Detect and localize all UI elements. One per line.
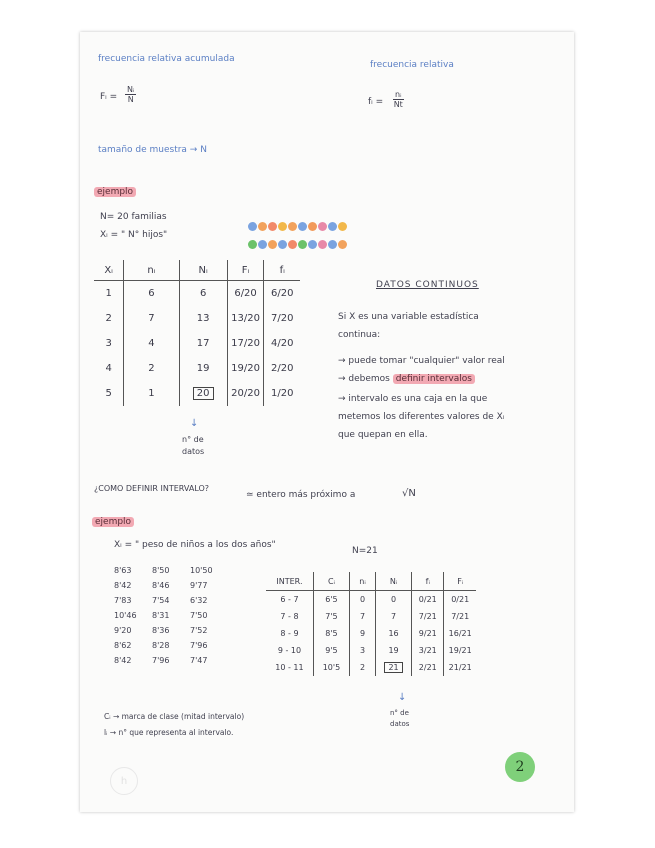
datos-continuos-title: DATOS CONTINUOS: [376, 280, 479, 290]
cell-ni: 3: [349, 642, 375, 659]
continuos-line-6: metemos los diferentes valores de Xᵢ: [338, 412, 505, 422]
cell-Ni: 17: [179, 331, 227, 356]
continuos-line-1: Si X es una variable estadística: [338, 312, 479, 322]
raw-value: 7'47: [190, 656, 208, 665]
cell-Fi: 19/20: [227, 356, 264, 381]
cell-inter: 7 - 8: [266, 608, 313, 625]
raw-value: 8'28: [152, 641, 170, 650]
ejemplo-1-title: ejemplo: [94, 187, 136, 197]
raw-value: 8'42: [114, 581, 132, 590]
ejemplo-1-n: N= 20 familias: [100, 212, 167, 222]
cell-Fi: 0/21: [451, 595, 470, 604]
definir-intervalo-question: ¿COMO DEFINIR INTERVALO?: [94, 484, 210, 493]
colored-dot: [258, 222, 267, 231]
colored-dot: [318, 222, 327, 231]
raw-value: 8'50: [152, 566, 170, 575]
raw-value: 7'50: [190, 611, 208, 620]
cell-fi: 7/20: [270, 313, 294, 324]
colored-dot: [258, 240, 267, 249]
raw-value: 9'20: [114, 626, 132, 635]
colored-dot: [288, 222, 297, 231]
cell-Fi: 17/20: [227, 331, 264, 356]
arrow-down-icon: ↓: [190, 418, 199, 429]
table-row: [266, 642, 476, 659]
raw-value: 8'62: [114, 641, 132, 650]
sqrt-n: √N: [402, 488, 416, 499]
colored-dot: [278, 222, 287, 231]
cell-fi: 2/21: [412, 659, 444, 676]
footnote-ci: Cᵢ → marca de clase (mitad intervalo): [104, 712, 245, 721]
col-header-Ni: Nᵢ: [376, 572, 412, 591]
formula-fi-lhs: fᵢ =: [368, 97, 384, 107]
formula-Fi-denominator: N: [127, 95, 134, 104]
col-header-ci: Cᵢ: [313, 572, 349, 591]
heading-frecuencia-relativa: frecuencia relativa: [370, 60, 454, 70]
page-number-badge: 2: [505, 752, 535, 782]
colored-dot: [298, 222, 307, 231]
table-row: [266, 659, 476, 676]
col-header-fi: fᵢ: [264, 260, 300, 281]
table-row: [94, 306, 300, 331]
cell-fi: 1/20: [270, 388, 294, 399]
colored-dot: [308, 222, 317, 231]
ejemplo-2-title: ejemplo: [92, 517, 134, 527]
formula-fi-fraction: [393, 90, 404, 109]
colored-dot: [288, 240, 297, 249]
cell-ni: 7: [124, 306, 179, 331]
cell-ci: 10'5: [313, 659, 349, 676]
col-header-Fi: Fᵢ: [227, 260, 264, 281]
cell-inter: 10 - 11: [266, 659, 313, 676]
continuos-line-4-text: → debemos: [338, 374, 390, 384]
ejemplo-1-xi: Xᵢ = " N° hijos": [100, 230, 168, 240]
cell-fi: 3/21: [412, 642, 444, 659]
colored-dot: [298, 240, 307, 249]
continuos-line-3: → puede tomar "cualquier" valor real: [338, 356, 505, 366]
cell-ni: 1: [124, 381, 179, 406]
heading-frecuencia-relativa-acumulada: frecuencia relativa acumulada: [98, 54, 235, 64]
table-row: [266, 608, 476, 625]
continuos-line-4: [338, 374, 475, 384]
ejemplo-2-n: N=21: [352, 546, 378, 556]
cell-ni: 0: [349, 591, 375, 609]
raw-value: 7'96: [152, 656, 170, 665]
cell-Ni-boxed: [376, 659, 412, 676]
total-note: n° de datos: [390, 709, 410, 728]
colored-dot: [328, 222, 337, 231]
cell-Ni: 0: [376, 591, 412, 609]
notebook-page: [80, 32, 574, 812]
cell-fi: 4/20: [270, 338, 294, 349]
cell-Ni: 19: [376, 642, 412, 659]
formula-Fi-numerator: Nᵢ: [127, 85, 135, 94]
faded-page-mark-icon: h: [110, 767, 138, 795]
raw-value: 8'36: [152, 626, 170, 635]
frequency-table-discrete: [94, 260, 300, 406]
col-header-xi: Xᵢ: [94, 260, 124, 281]
cell-Fi: 20/20: [227, 381, 264, 406]
table-row: [266, 625, 476, 642]
table-row: [94, 356, 300, 381]
continuos-line-7: que quepan en ella.: [338, 430, 428, 440]
cell-ci: 9'5: [313, 642, 349, 659]
raw-value: 8'31: [152, 611, 170, 620]
arrow-down-icon: ↓: [398, 692, 407, 703]
raw-value: 8'46: [152, 581, 170, 590]
cell-ni: 2: [349, 659, 375, 676]
col-header-ni: nᵢ: [349, 572, 375, 591]
colored-dot: [328, 240, 337, 249]
raw-value: 7'54: [152, 596, 170, 605]
col-header-inter: INTER.: [266, 572, 313, 591]
footnote-li: lᵢ → n° que representa al intervalo.: [104, 728, 234, 737]
colored-dot: [308, 240, 317, 249]
table-row: [94, 331, 300, 356]
cell-inter: 8 - 9: [266, 625, 313, 642]
raw-value: 7'96: [190, 641, 208, 650]
colored-dot: [278, 240, 287, 249]
colored-dot: [338, 222, 347, 231]
colored-dots-row-2: [248, 240, 347, 249]
raw-value: 10'46: [114, 611, 137, 620]
colored-dots-row-1: [248, 222, 347, 231]
colored-dot: [268, 222, 277, 231]
cell-Fi: 13/20: [227, 306, 264, 331]
col-header-Fi: Fᵢ: [444, 572, 476, 591]
cell-Fi: 6/20: [227, 281, 264, 307]
cell-Fi: 7/21: [451, 612, 470, 621]
cell-ni: 9: [349, 625, 375, 642]
colored-dot: [338, 240, 347, 249]
cell-fi: 6/20: [270, 288, 294, 299]
colored-dot: [248, 240, 257, 249]
col-header-Ni: Nᵢ: [179, 260, 227, 281]
cell-ni: 6: [124, 281, 179, 307]
cell-ni: 7: [349, 608, 375, 625]
table-row: [94, 281, 300, 307]
cell-xi: 5: [94, 381, 124, 406]
raw-value: 9'77: [190, 581, 208, 590]
cell-inter: 9 - 10: [266, 642, 313, 659]
cell-xi: 1: [94, 281, 124, 307]
raw-value: 8'63: [114, 566, 132, 575]
total-note: n° de datos: [182, 435, 205, 456]
frequency-table-intervals: [266, 572, 476, 676]
cell-Ni: 13: [179, 306, 227, 331]
cell-fi: 0/21: [412, 591, 444, 609]
col-header-fi: fᵢ: [412, 572, 444, 591]
table-row: [94, 381, 300, 406]
total-boxed: 21: [384, 662, 402, 673]
formula-Fi-lhs: Fᵢ =: [100, 92, 118, 102]
formula-fi-numerator: nᵢ: [395, 90, 402, 99]
cell-xi: 2: [94, 306, 124, 331]
cell-ni: 4: [124, 331, 179, 356]
cell-fi: 9/21: [412, 625, 444, 642]
cell-Fi: 21/21: [448, 663, 472, 672]
colored-dot: [318, 240, 327, 249]
cell-fi: 7/21: [412, 608, 444, 625]
cell-Ni: 7: [376, 608, 412, 625]
cell-fi: 2/20: [270, 363, 294, 374]
formula-fi-denominator: Nt: [393, 100, 403, 109]
cell-xi: 3: [94, 331, 124, 356]
colored-dot: [268, 240, 277, 249]
cell-Fi: 16/21: [448, 629, 472, 638]
cell-Ni: 19: [179, 356, 227, 381]
raw-value: 6'32: [190, 596, 208, 605]
ejemplo-2-xi: Xᵢ = " peso de niños a los dos años": [114, 540, 276, 550]
total-boxed: 20: [193, 387, 214, 400]
cell-ci: 7'5: [313, 608, 349, 625]
table-row: [266, 591, 476, 609]
highlight-definir-intervalos: definir intervalos: [393, 374, 475, 384]
cell-ci: 8'5: [313, 625, 349, 642]
continuos-line-2: continua:: [338, 330, 381, 340]
sample-size-note: tamaño de muestra → N: [98, 145, 207, 155]
cell-ni: 2: [124, 356, 179, 381]
formula-Fi-fraction: [125, 85, 136, 104]
cell-xi: 4: [94, 356, 124, 381]
cell-Ni: 16: [376, 625, 412, 642]
raw-value: 7'52: [190, 626, 208, 635]
definir-intervalo-answer: ≃ entero más próximo a: [246, 490, 356, 500]
raw-value: 10'50: [190, 566, 213, 575]
cell-Fi: 19/21: [448, 646, 472, 655]
continuos-line-5: → intervalo es una caja en la que: [338, 394, 488, 404]
raw-value: 8'42: [114, 656, 132, 665]
raw-value: 7'83: [114, 596, 132, 605]
colored-dot: [248, 222, 257, 231]
cell-Ni: 6: [179, 281, 227, 307]
cell-inter: 6 - 7: [266, 591, 313, 609]
cell-ci: 6'5: [313, 591, 349, 609]
cell-Ni-boxed: [179, 381, 227, 406]
col-header-ni: nᵢ: [124, 260, 179, 281]
